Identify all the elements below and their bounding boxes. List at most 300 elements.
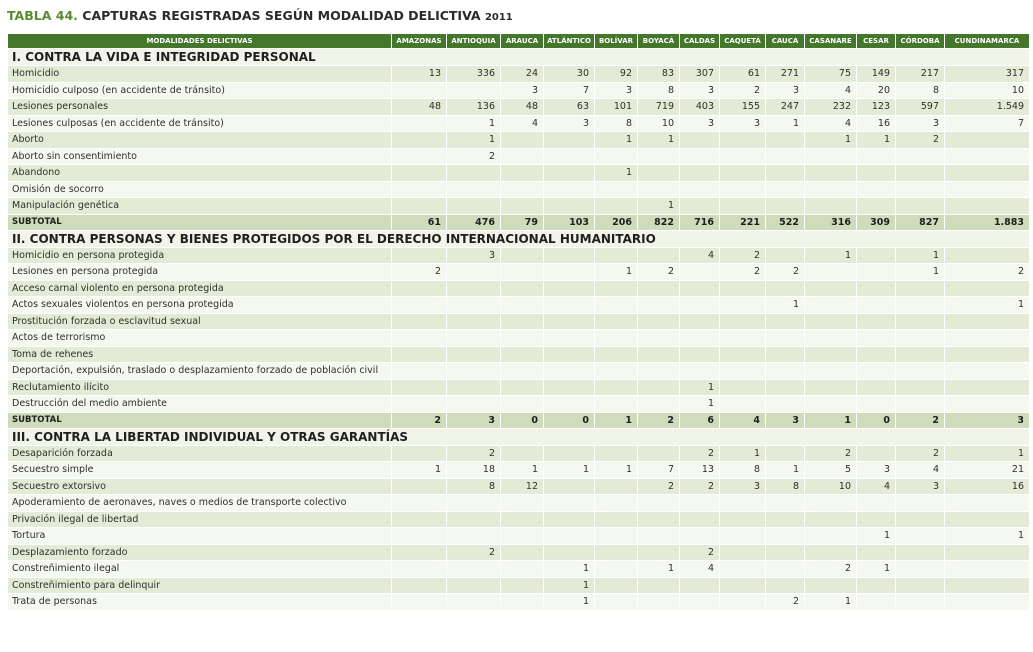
table-cell [945, 198, 1030, 215]
table-cell [766, 181, 805, 198]
section-title: III. CONTRA LA LIBERTAD INDIVIDUAL Y OTRAS GARANTÍAS [8, 428, 1030, 445]
table-cell [392, 198, 447, 215]
table-cell [680, 132, 720, 149]
table-cell [720, 363, 766, 380]
table-cell [857, 165, 896, 182]
table-cell [945, 363, 1030, 380]
column-header: ANTIOQUIA [447, 34, 501, 49]
table-cell [766, 561, 805, 578]
table-header-row [8, 34, 1030, 49]
table-cell [945, 330, 1030, 347]
table-cell [638, 594, 680, 611]
subtotal-cell: 827 [896, 214, 945, 230]
table-cell [544, 379, 595, 396]
row-label: Lesiones en persona protegida [8, 264, 392, 281]
table-cell: 3 [720, 478, 766, 495]
table-cell [544, 148, 595, 165]
table-row [8, 544, 1030, 561]
table-cell [680, 198, 720, 215]
table-cell: 1 [392, 462, 447, 479]
table-cell [766, 330, 805, 347]
subtotal-cell: 3 [447, 412, 501, 428]
row-label: Apoderamiento de aeronaves, naves o medios de transporte colectivo [8, 495, 392, 512]
table-cell: 92 [595, 66, 638, 83]
table-cell [896, 594, 945, 611]
table-cell: 2 [766, 264, 805, 281]
table-cell [680, 594, 720, 611]
table-cell: 8 [766, 478, 805, 495]
table-cell [857, 247, 896, 264]
row-label: Actos de terrorismo [8, 330, 392, 347]
table-row [8, 445, 1030, 462]
table-cell: 271 [766, 66, 805, 83]
column-header: CUNDINAMARCA [945, 34, 1030, 49]
table-cell [857, 264, 896, 281]
table-cell [680, 148, 720, 165]
table-cell [595, 181, 638, 198]
table-row [8, 264, 1030, 281]
table-cell [392, 577, 447, 594]
table-cell [447, 297, 501, 314]
row-label: Aborto [8, 132, 392, 149]
table-cell [392, 511, 447, 528]
table-cell [720, 511, 766, 528]
table-cell: 155 [720, 99, 766, 116]
table-title-text: CAPTURAS REGISTRADAS SEGÚN MODALIDAD DELICTIVA [82, 8, 481, 23]
table-cell: 3 [595, 82, 638, 99]
table-cell [720, 148, 766, 165]
table-row [8, 528, 1030, 545]
table-cell: 2 [720, 247, 766, 264]
table-cell [805, 528, 857, 545]
table-cell [896, 577, 945, 594]
section-title: I. CONTRA LA VIDA E INTEGRIDAD PERSONAL [8, 49, 1030, 66]
table-cell [720, 396, 766, 413]
subtotal-cell: 822 [638, 214, 680, 230]
table-cell: 5 [805, 462, 857, 479]
table-cell: 3 [766, 82, 805, 99]
table-cell [680, 181, 720, 198]
subtotal-cell: 316 [805, 214, 857, 230]
table-cell: 101 [595, 99, 638, 116]
table-row [8, 280, 1030, 297]
table-cell [638, 511, 680, 528]
table-cell [392, 544, 447, 561]
column-header: CASANARE [805, 34, 857, 49]
table-cell: 10 [945, 82, 1030, 99]
table-cell: 20 [857, 82, 896, 99]
table-cell [720, 528, 766, 545]
table-cell [392, 495, 447, 512]
table-cell: 8 [595, 115, 638, 132]
table-cell: 336 [447, 66, 501, 83]
table-cell [544, 346, 595, 363]
row-label: Desaparición forzada [8, 445, 392, 462]
table-cell [896, 297, 945, 314]
table-cell [805, 495, 857, 512]
table-cell: 1 [896, 264, 945, 281]
table-cell [720, 379, 766, 396]
table-cell: 2 [447, 445, 501, 462]
table-cell: 307 [680, 66, 720, 83]
table-cell: 12 [501, 478, 544, 495]
table-cell: 3 [896, 478, 945, 495]
table-cell [595, 280, 638, 297]
table-cell [447, 280, 501, 297]
table-cell: 1 [766, 115, 805, 132]
table-year: 2011 [484, 12, 513, 23]
table-cell [857, 181, 896, 198]
table-row [8, 346, 1030, 363]
table-cell: 2 [720, 264, 766, 281]
column-header: CALDAS [680, 34, 720, 49]
table-cell [857, 297, 896, 314]
column-header: CÓRDOBA [896, 34, 945, 49]
table-cell [595, 577, 638, 594]
table-cell [544, 511, 595, 528]
table-cell [720, 561, 766, 578]
table-cell [857, 396, 896, 413]
table-cell [392, 181, 447, 198]
table-cell [945, 379, 1030, 396]
subtotal-cell: 103 [544, 214, 595, 230]
table-cell [720, 346, 766, 363]
table-cell [805, 297, 857, 314]
table-cell [720, 330, 766, 347]
table-cell [501, 544, 544, 561]
table-cell [447, 511, 501, 528]
table-cell [805, 577, 857, 594]
table-cell: 3 [680, 115, 720, 132]
table-cell [501, 363, 544, 380]
table-row [8, 82, 1030, 99]
table-cell [805, 330, 857, 347]
table-cell [766, 132, 805, 149]
table-cell [680, 363, 720, 380]
table-cell [392, 478, 447, 495]
table-cell: 1 [501, 462, 544, 479]
row-label: Reclutamiento ilícito [8, 379, 392, 396]
table-cell: 3 [544, 115, 595, 132]
table-cell [720, 544, 766, 561]
subtotal-label: SUBTOTAL [8, 412, 392, 428]
table-cell: 4 [896, 462, 945, 479]
table-cell [896, 330, 945, 347]
row-label: Omisión de socorro [8, 181, 392, 198]
table-cell [638, 363, 680, 380]
subtotal-cell: 476 [447, 214, 501, 230]
table-cell: 1 [857, 132, 896, 149]
table-cell: 1 [638, 198, 680, 215]
table-row [8, 577, 1030, 594]
table-cell [447, 379, 501, 396]
table-cell: 1 [595, 132, 638, 149]
table-row [8, 379, 1030, 396]
table-cell: 13 [680, 462, 720, 479]
table-cell [766, 379, 805, 396]
table-row [8, 181, 1030, 198]
subtotal-cell: 0 [544, 412, 595, 428]
row-label: Acceso carnal violento en persona protegida [8, 280, 392, 297]
table-cell: 2 [680, 544, 720, 561]
table-cell: 1 [447, 115, 501, 132]
table-cell [392, 280, 447, 297]
table-cell [447, 264, 501, 281]
table-cell [638, 445, 680, 462]
table-cell [392, 115, 447, 132]
table-cell [447, 594, 501, 611]
subtotal-cell: 1 [805, 412, 857, 428]
table-cell [392, 313, 447, 330]
table-cell [392, 561, 447, 578]
table-cell: 4 [501, 115, 544, 132]
table-row [8, 148, 1030, 165]
table-cell [501, 561, 544, 578]
table-cell [544, 181, 595, 198]
table-cell: 61 [720, 66, 766, 83]
table-cell: 1 [766, 462, 805, 479]
table-cell [857, 577, 896, 594]
table-cell [392, 148, 447, 165]
column-header: ARAUCA [501, 34, 544, 49]
table-cell: 75 [805, 66, 857, 83]
table-cell [501, 528, 544, 545]
section-header-row [8, 49, 1030, 66]
table-cell [766, 577, 805, 594]
subtotal-cell: 3 [945, 412, 1030, 428]
table-cell: 8 [720, 462, 766, 479]
table-cell [544, 198, 595, 215]
table-cell [595, 379, 638, 396]
table-cell [857, 346, 896, 363]
table-cell [392, 528, 447, 545]
table-cell [392, 132, 447, 149]
table-cell [544, 363, 595, 380]
table-row [8, 511, 1030, 528]
table-cell [544, 330, 595, 347]
table-row [8, 495, 1030, 512]
table-cell [501, 198, 544, 215]
subtotal-cell: 1 [595, 412, 638, 428]
table-cell: 1 [857, 561, 896, 578]
table-cell: 3 [720, 115, 766, 132]
table-cell: 1 [595, 264, 638, 281]
table-cell [896, 561, 945, 578]
table-cell [805, 165, 857, 182]
table-cell [720, 297, 766, 314]
table-cell: 317 [945, 66, 1030, 83]
table-cell [805, 544, 857, 561]
table-cell [805, 346, 857, 363]
table-cell [447, 528, 501, 545]
subtotal-row [8, 214, 1030, 230]
table-cell [896, 148, 945, 165]
table-cell [501, 165, 544, 182]
table-cell: 4 [805, 115, 857, 132]
table-cell: 3 [680, 82, 720, 99]
table-cell [447, 165, 501, 182]
table-row [8, 297, 1030, 314]
table-cell [638, 247, 680, 264]
table-cell [392, 346, 447, 363]
table-cell [638, 346, 680, 363]
table-cell [680, 528, 720, 545]
table-cell [805, 198, 857, 215]
table-cell: 1 [638, 561, 680, 578]
table-cell [680, 577, 720, 594]
table-cell [544, 313, 595, 330]
table-cell: 4 [680, 561, 720, 578]
subtotal-cell: 79 [501, 214, 544, 230]
table-cell [680, 313, 720, 330]
table-cell: 2 [392, 264, 447, 281]
table-cell [766, 313, 805, 330]
table-cell: 16 [945, 478, 1030, 495]
subtotal-cell: 1.883 [945, 214, 1030, 230]
table-cell [595, 396, 638, 413]
table-cell [544, 544, 595, 561]
table-cell: 2 [638, 264, 680, 281]
table-cell [896, 181, 945, 198]
table-cell: 48 [501, 99, 544, 116]
table-cell: 1 [805, 594, 857, 611]
table-cell: 247 [766, 99, 805, 116]
table-cell [544, 495, 595, 512]
table-cell [766, 165, 805, 182]
table-cell [720, 132, 766, 149]
table-row [8, 363, 1030, 380]
table-cell: 8 [447, 478, 501, 495]
table-cell [501, 445, 544, 462]
table-cell [766, 280, 805, 297]
table-cell [857, 594, 896, 611]
table-cell: 48 [392, 99, 447, 116]
table-cell [805, 264, 857, 281]
table-row [8, 330, 1030, 347]
table-cell [945, 280, 1030, 297]
table-cell: 4 [805, 82, 857, 99]
table-cell [447, 330, 501, 347]
table-row [8, 66, 1030, 83]
table-cell [544, 247, 595, 264]
table-cell [857, 148, 896, 165]
table-cell [720, 495, 766, 512]
table-cell [857, 313, 896, 330]
table-cell: 2 [638, 478, 680, 495]
table-cell [805, 511, 857, 528]
table-cell: 24 [501, 66, 544, 83]
table-cell [766, 511, 805, 528]
table-cell [805, 313, 857, 330]
table-cell [896, 544, 945, 561]
table-cell [945, 544, 1030, 561]
data-table [7, 33, 1030, 611]
table-cell [720, 165, 766, 182]
table-cell [595, 561, 638, 578]
table-body [8, 49, 1030, 611]
subtotal-cell: 716 [680, 214, 720, 230]
table-cell [595, 247, 638, 264]
table-cell: 1 [945, 297, 1030, 314]
table-cell [720, 313, 766, 330]
table-cell [857, 280, 896, 297]
table-cell: 1 [945, 445, 1030, 462]
table-row [8, 99, 1030, 116]
table-cell [392, 445, 447, 462]
table-cell [896, 346, 945, 363]
row-label: Constreñimiento para delinquir [8, 577, 392, 594]
row-label: Abandono [8, 165, 392, 182]
subtotal-row [8, 412, 1030, 428]
table-cell: 1 [447, 132, 501, 149]
table-cell [392, 165, 447, 182]
table-cell [805, 148, 857, 165]
row-label: Trata de personas [8, 594, 392, 611]
table-cell [766, 445, 805, 462]
row-label: Aborto sin consentimiento [8, 148, 392, 165]
table-cell: 1 [805, 247, 857, 264]
subtotal-cell: 522 [766, 214, 805, 230]
table-cell [638, 330, 680, 347]
table-cell: 1 [766, 297, 805, 314]
row-label: Constreñimiento ilegal [8, 561, 392, 578]
table-cell [857, 198, 896, 215]
table-cell [945, 396, 1030, 413]
subtotal-cell: 0 [501, 412, 544, 428]
table-cell [447, 577, 501, 594]
table-cell [720, 181, 766, 198]
table-cell: 3 [896, 115, 945, 132]
table-cell [392, 396, 447, 413]
table-cell [501, 247, 544, 264]
table-cell [501, 132, 544, 149]
table-cell [501, 264, 544, 281]
table-cell: 719 [638, 99, 680, 116]
subtotal-cell: 2 [392, 412, 447, 428]
table-cell: 83 [638, 66, 680, 83]
row-label: Deportación, expulsión, traslado o desplazamiento forzado de población civil [8, 363, 392, 380]
table-cell [501, 148, 544, 165]
table-cell [857, 363, 896, 380]
table-cell [857, 511, 896, 528]
table-cell [896, 198, 945, 215]
table-cell [857, 445, 896, 462]
table-cell: 3 [857, 462, 896, 479]
table-cell: 1 [544, 462, 595, 479]
table-cell [680, 330, 720, 347]
table-cell [447, 198, 501, 215]
table-cell [595, 544, 638, 561]
table-cell [544, 165, 595, 182]
table-cell: 1 [595, 165, 638, 182]
table-cell [766, 148, 805, 165]
table-cell [638, 280, 680, 297]
table-row [8, 198, 1030, 215]
table-cell: 4 [857, 478, 896, 495]
table-cell: 1.549 [945, 99, 1030, 116]
table-cell [501, 577, 544, 594]
table-cell [501, 330, 544, 347]
table-cell [638, 181, 680, 198]
table-cell [501, 594, 544, 611]
table-cell [392, 594, 447, 611]
subtotal-cell: 4 [720, 412, 766, 428]
table-cell [857, 544, 896, 561]
table-cell [392, 379, 447, 396]
table-cell [447, 82, 501, 99]
table-cell [392, 330, 447, 347]
table-number: TABLA 44. [7, 8, 78, 23]
